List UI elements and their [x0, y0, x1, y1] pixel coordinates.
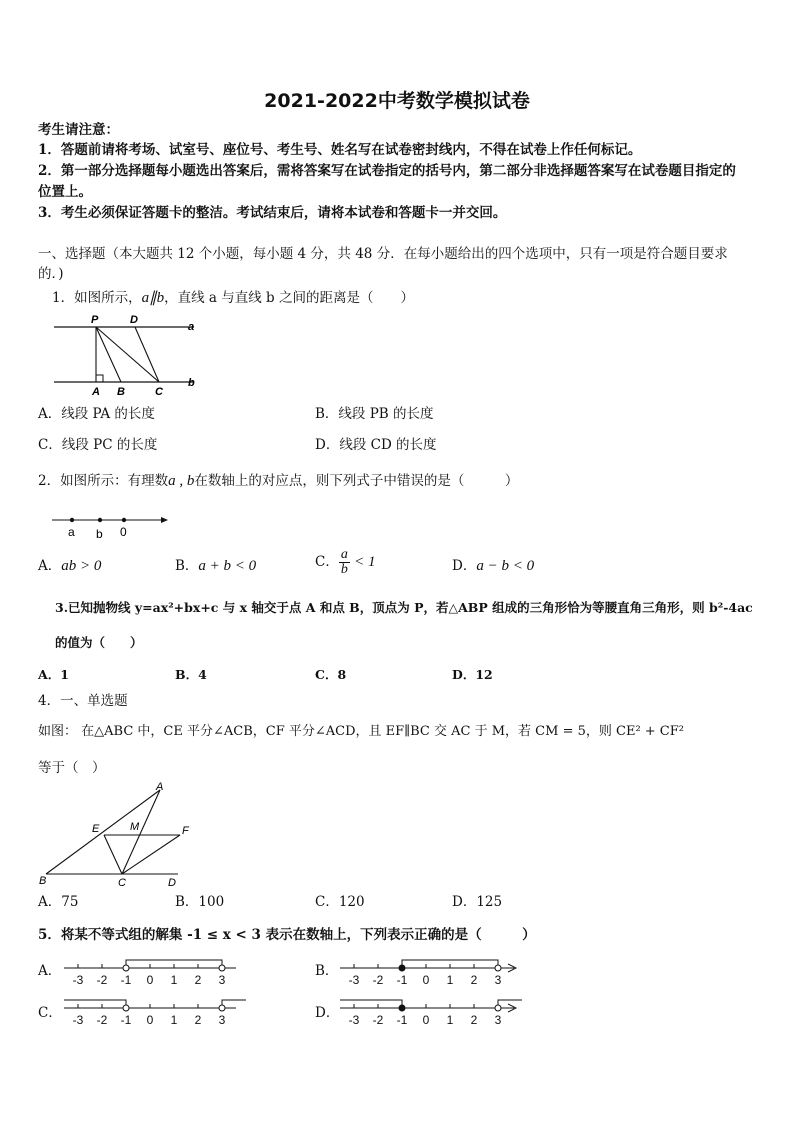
q2-point-0	[122, 518, 126, 522]
q5-stem: 5．将某不等式组的解集 -1 ≤ x < 3 表示在数轴上，下列表示正确的是（ ）	[38, 927, 536, 943]
tick-label: -1	[120, 1013, 132, 1027]
q2-option-c-rest: < 1	[354, 554, 376, 570]
interval-bracket-right	[222, 1000, 246, 1005]
q1-label-d: D	[130, 314, 138, 326]
notice-item-2-cont: 位置上。	[38, 184, 92, 200]
q1-label-c-point: C	[155, 386, 163, 398]
q2-point-b	[98, 518, 102, 522]
q2-option-c[interactable]	[315, 548, 376, 577]
q5-option-c-label[interactable]: C．	[38, 1005, 62, 1021]
tick-label: 0	[146, 973, 154, 987]
q5-option-a-label[interactable]: A．	[38, 963, 62, 979]
q2-option-a-expr: ab > 0	[61, 558, 102, 574]
q1-stem	[52, 288, 414, 308]
q1-figure	[48, 312, 208, 400]
section-heading-line2: 的．)	[38, 266, 64, 282]
notice-item-2: 2．第一部分选择题每小题选出答案后，需将答案写在试卷指定的括号内，第二部分非选择题答案写在试卷题目指定的	[38, 163, 736, 179]
q4-label-f: F	[182, 825, 189, 837]
tick-label: -3	[348, 1013, 360, 1027]
tick-label: -2	[372, 973, 384, 987]
q1-option-d[interactable]: D．线段 CD 的长度	[315, 437, 437, 453]
tick-label: -3	[72, 973, 84, 987]
tick-label: 3	[494, 973, 502, 987]
endpoint-right	[495, 1005, 501, 1011]
q4-option-b[interactable]: B．100	[175, 894, 225, 910]
q1-option-b[interactable]: B．线段 PB 的长度	[315, 406, 434, 422]
q5-option-b-label[interactable]: B．	[315, 963, 339, 979]
tick-label: -2	[96, 1013, 108, 1027]
q3-stem-line2: 的值为（ ）	[55, 635, 143, 650]
notice-item-3: 3．考生必须保证答题卡的整洁。考试结束后，请将本试卷和答题卡一并交回。	[38, 205, 507, 221]
q2-label-0: 0	[120, 525, 127, 539]
q1-label-p: P	[91, 314, 99, 326]
q3-option-d[interactable]: D．12	[452, 667, 493, 682]
q4-figure	[36, 780, 206, 890]
q2-option-c-label: C．	[315, 554, 339, 570]
tick-label: -3	[348, 973, 360, 987]
q1-segment-pc	[96, 327, 159, 382]
q2-stem	[38, 471, 518, 491]
q2-option-b-label: B．	[175, 558, 199, 574]
q4-segment-ce	[104, 835, 122, 874]
q4-label-c: C	[118, 877, 126, 889]
q4-label-a: A	[156, 781, 164, 793]
q2-option-d[interactable]	[452, 556, 534, 576]
q1-number: 1．如图所示，	[52, 290, 142, 306]
tick-label: 2	[194, 973, 202, 987]
page-title: 2021-2022中考数学模拟试卷	[264, 90, 530, 112]
q4-label-m: M	[130, 821, 140, 833]
q2-point-a	[70, 518, 74, 522]
endpoint-right	[219, 1005, 225, 1011]
q4-option-a[interactable]: A．75	[38, 894, 79, 910]
q5-option-a-number-line[interactable]	[60, 956, 250, 990]
tick-label: 2	[194, 1013, 202, 1027]
endpoint-right	[219, 965, 225, 971]
q3-option-b[interactable]: B．4	[175, 667, 207, 682]
tick-label: 3	[494, 1013, 502, 1027]
q3-stem-line1: 3.已知抛物线 y=ax²+bx+c 与 x 轴交于点 A 和点 B，顶点为 P，若△ABP 组成的三角形恰为等腰直角三角形，则 b²-4ac	[55, 600, 753, 615]
interval-bracket-left	[64, 1000, 126, 1005]
q5-option-b-number-line[interactable]	[336, 956, 526, 990]
q4-header: 4．一、单选题	[38, 693, 128, 709]
notice-heading: 考生请注意：	[38, 122, 119, 138]
q4-label-d: D	[168, 877, 176, 889]
q1-segment-dc	[135, 327, 159, 382]
q1-segment-pb	[96, 327, 121, 382]
q2-vars: a , b	[168, 473, 195, 489]
q4-stem-line2: 等于（ ）	[38, 760, 106, 776]
q3-option-c[interactable]: C．8	[315, 667, 347, 682]
q2-option-c-fraction	[339, 548, 350, 577]
q5-option-c-number-line[interactable]	[60, 996, 250, 1030]
tick-label: -2	[96, 973, 108, 987]
q4-side-ba	[46, 790, 160, 874]
endpoint-right	[495, 965, 501, 971]
q4-option-c[interactable]: C．120	[315, 894, 365, 910]
tick-label: -1	[396, 1013, 408, 1027]
tick-label: -1	[120, 973, 132, 987]
endpoint-left	[123, 1005, 129, 1011]
endpoint-left	[399, 1005, 405, 1011]
q1-option-a[interactable]: A．线段 PA 的长度	[38, 406, 155, 422]
q2-number-line	[48, 508, 178, 542]
q2-option-b-expr: a + b < 0	[198, 558, 257, 574]
q1-label-line-b: b	[188, 377, 195, 389]
q2-option-d-expr: a − b < 0	[476, 558, 535, 574]
tick-label: 0	[146, 1013, 154, 1027]
tick-label: 2	[470, 973, 478, 987]
q1-condition: a∥b	[141, 290, 165, 306]
q5-option-d-label[interactable]: D．	[315, 1005, 340, 1021]
q2-label-a: a	[68, 525, 75, 539]
q1-label-line-a: a	[188, 321, 195, 333]
q2-axis-arrow	[161, 517, 168, 523]
endpoint-left	[123, 965, 129, 971]
tick-label: 3	[218, 1013, 226, 1027]
q2-option-c-numerator: a	[340, 547, 348, 562]
q1-option-c[interactable]: C．线段 PC 的长度	[38, 437, 158, 453]
q2-text-post: 在数轴上的对应点，则下列式子中错误的是（ ）	[194, 473, 519, 489]
interval-bracket-left	[340, 1000, 402, 1005]
section-heading-line1: 一、选择题（本大题共 12 个小题，每小题 4 分，共 48 分．在每小题给出的四个选项中，只有一项是符合题目要求	[38, 246, 728, 262]
notice-item-1: 1．答题前请将考场、试室号、座位号、考生号、姓名写在试卷密封线内，不得在试卷上作任何标记。	[38, 142, 642, 158]
q2-option-c-denominator: b	[340, 562, 348, 577]
tick-label: 0	[422, 973, 430, 987]
q4-stem-line1: 如图： 在△ABC 中，CE 平分∠ACB，CF 平分∠ACD，且 EF∥BC 交 AC 于 M，若 CM = 5，则 CE² + CF²	[38, 724, 684, 739]
q5-option-d-number-line[interactable]	[336, 996, 526, 1030]
q4-label-e: E	[92, 823, 100, 835]
tick-label: -3	[72, 1013, 84, 1027]
endpoint-left	[399, 965, 405, 971]
q4-option-d[interactable]: D．125	[452, 894, 503, 910]
q1-right-angle-mark	[96, 375, 103, 382]
interval-bracket-right	[498, 1000, 522, 1005]
tick-label: 0	[422, 1013, 430, 1027]
q4-label-b: B	[39, 875, 47, 887]
tick-label: -2	[372, 1013, 384, 1027]
q2-option-a-label: A．	[38, 558, 62, 574]
tick-label: 1	[446, 973, 454, 987]
q2-option-a[interactable]	[38, 556, 101, 576]
q1-text: ，直线 a 与直线 b 之间的距离是（ ）	[164, 290, 414, 306]
q2-text-pre: 2．如图所示：有理数	[38, 473, 169, 489]
q2-option-d-label: D．	[452, 558, 477, 574]
q1-label-b-point: B	[117, 386, 125, 398]
tick-label: 2	[470, 1013, 478, 1027]
tick-label: -1	[396, 973, 408, 987]
tick-label: 1	[446, 1013, 454, 1027]
q1-label-a-point: A	[92, 386, 100, 398]
q3-option-a[interactable]: A．1	[38, 667, 69, 682]
tick-label: 3	[218, 973, 226, 987]
tick-label: 1	[170, 973, 178, 987]
tick-label: 1	[170, 1013, 178, 1027]
q2-label-b: b	[96, 527, 103, 541]
q2-option-b[interactable]	[175, 556, 256, 576]
